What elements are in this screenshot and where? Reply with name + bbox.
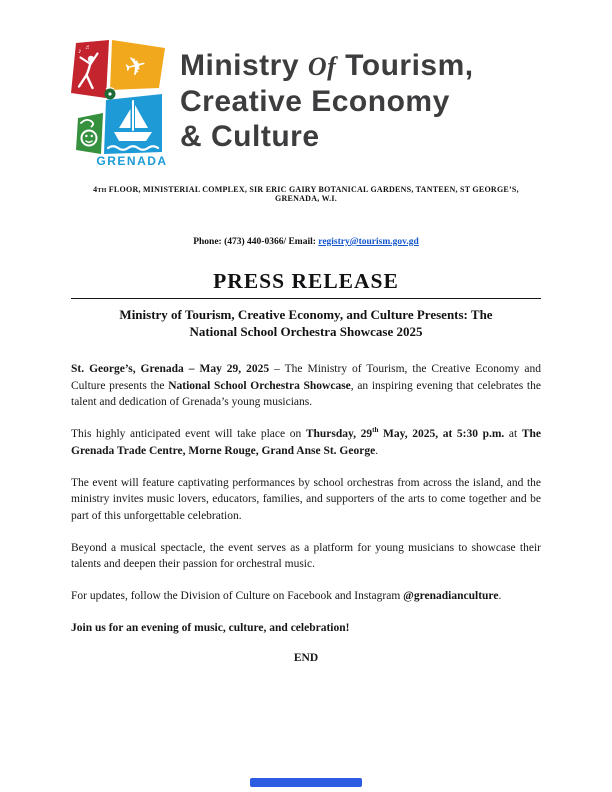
svg-text:✈: ✈ (121, 49, 150, 84)
title-line-1: Ministry Of Tourism, (180, 49, 474, 82)
paragraph-invitation: Join us for an evening of music, culture, and celebration! (71, 622, 350, 634)
ordinal-suffix: TH (97, 188, 107, 194)
bottom-indicator-bar (250, 778, 362, 787)
end-marker: END (293, 652, 319, 664)
grenada-wordmark: GRENADA (96, 154, 168, 168)
release-subtitle (71, 307, 541, 340)
subtitle-line-2: National School Orchestra Showcase 2025 (189, 323, 423, 339)
paragraph-event-details: This highly anticipated event will take place on Thursday, 29th May, 2025, at 5:30 p.m. at The Grenada Trade Centre, Morne Rouge, Grand Anse St. George. (71, 426, 541, 457)
contact-label: Phone: (473) 440-0366/ Email: (193, 237, 319, 247)
masthead (66, 38, 541, 173)
paragraph-performances: The event will feature captivating performances by school orchestras from across the island, and the ministry invites music lovers, educators, families, and supporters of the arts to come together and be part of this unforgettable celebration. (71, 476, 541, 522)
title-of-word: Of (307, 52, 337, 81)
airplane-icon (110, 40, 165, 90)
ship-icon (104, 94, 162, 154)
svg-text:♪: ♪ (78, 47, 82, 55)
paragraph-platform: Beyond a musical spectacle, the event serves as a platform for young musicians to showcase their talents and deepen their passion for orchestral music. (71, 541, 541, 570)
grenada-logo-mosaic (66, 38, 170, 168)
paragraph-social-media: For updates, follow the Division of Culture on Facebook and Instagram @grenadianculture. (71, 590, 502, 602)
dancer-icon (71, 40, 109, 98)
title-line-2: Creative Economy (180, 85, 450, 118)
address-line: 4TH FLOOR, MINISTERIAL COMPLEX, SIR ERIC GAIRY BOTANICAL GARDENS, TANTEEN, ST GEORGE’S, GRENADA, W.I. (93, 185, 519, 203)
title-line-3: & Culture (180, 120, 320, 153)
release-body (71, 361, 541, 637)
subtitle-line-1: Ministry of Tourism, Creative Economy, and Culture Presents: The (119, 307, 493, 322)
ministry-title (180, 48, 474, 154)
press-release-heading: PRESS RELEASE (213, 269, 399, 293)
heading-rule (71, 298, 541, 299)
svg-text:♬: ♬ (85, 45, 91, 51)
contact-line (71, 237, 541, 247)
paragraph-dateline: St. George’s, Grenada – May 29, 2025 – The Ministry of Tourism, the Creative Economy and Culture presents the National School Orchestra Showcase, an inspiring evening that celebrates the talent and dedication of Grenada’s young musicians. (71, 363, 541, 408)
email-link[interactable]: registry@tourism.gov.gd (318, 237, 419, 247)
ministry-logo (66, 38, 170, 173)
mask-icon (76, 113, 103, 154)
